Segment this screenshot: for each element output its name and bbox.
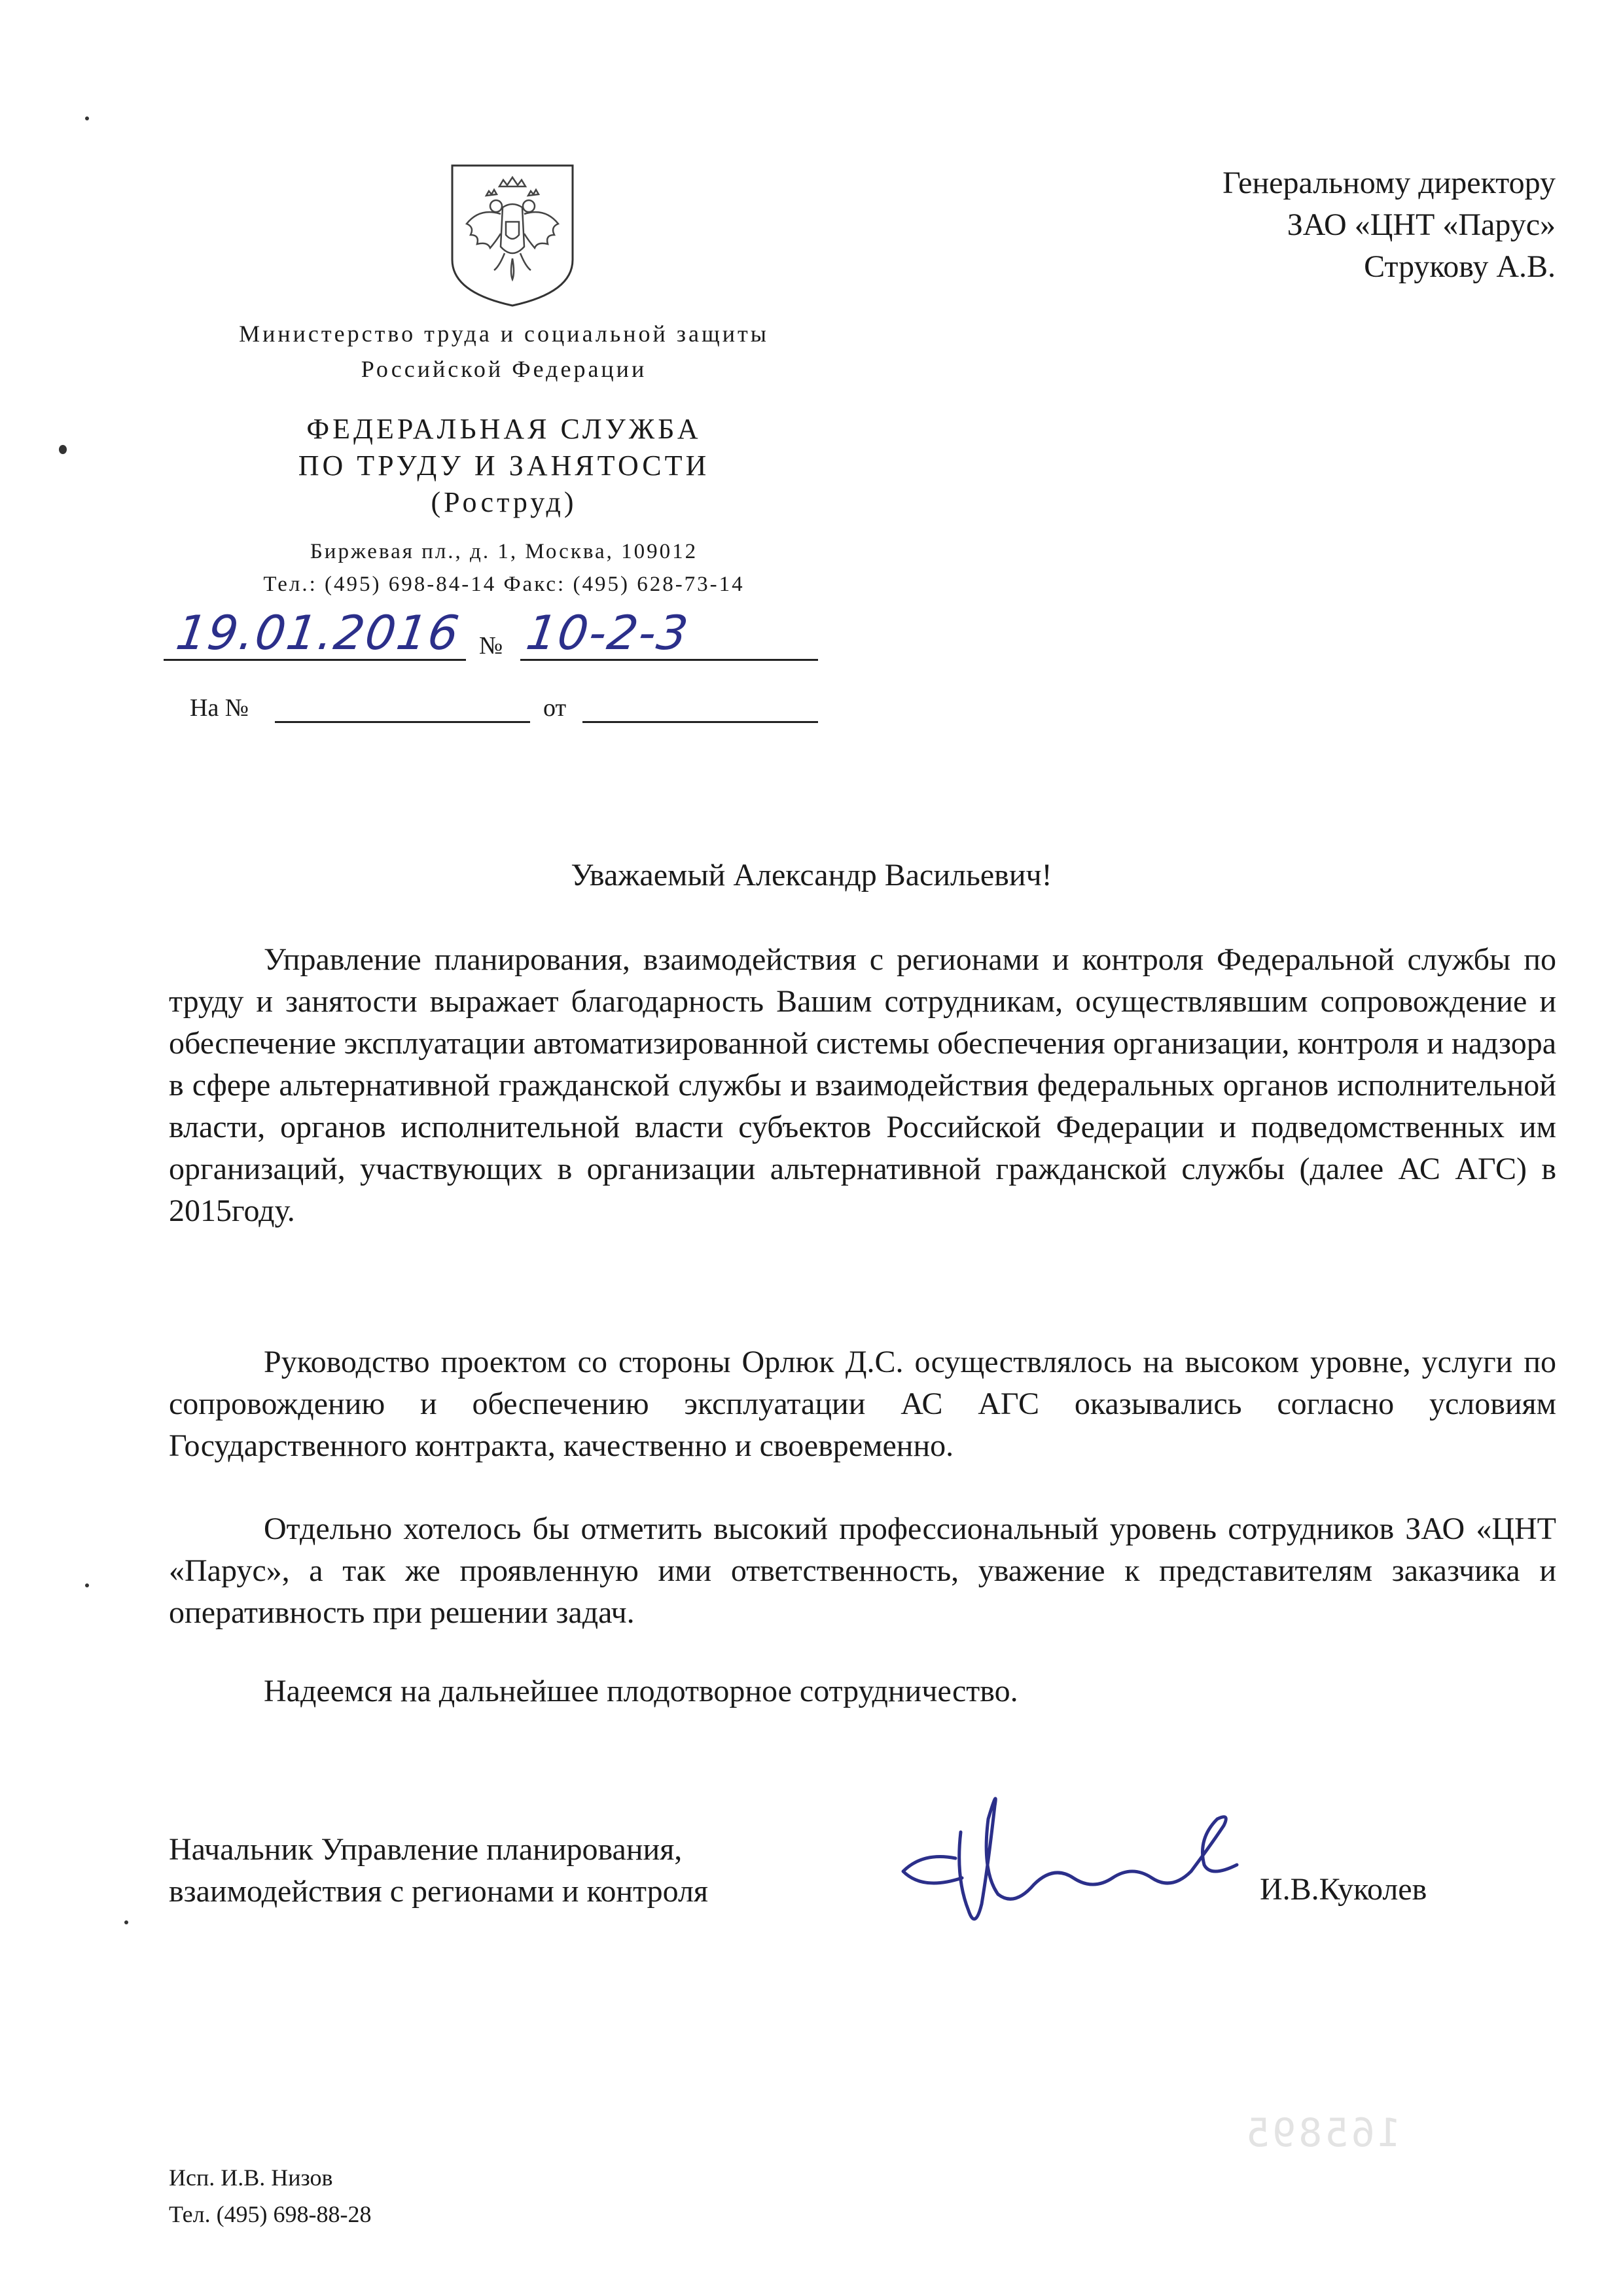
reference-number-label: На № xyxy=(190,694,249,722)
registration-date: 19.01.2016 xyxy=(173,605,464,660)
paragraph-3: Отдельно хотелось бы отметить высокий профессиональный уровень сотрудников ЗАО «ЦНТ «Парус», а так же проявленную ими ответственность, уважение к представителям заказчика и оперативность при решении задач. xyxy=(169,1511,1556,1630)
address-line: Биржевая пл., д. 1, Москва, 109012 xyxy=(310,540,698,563)
service-line-2: ПО ТРУДУ И ЗАНЯТОСТИ xyxy=(298,450,710,482)
ministry-name xyxy=(183,316,825,387)
addressee-company: ЗАО «ЦНТ «Парус» xyxy=(1287,207,1556,242)
reference-row xyxy=(190,694,818,733)
reference-number-line xyxy=(275,721,530,723)
scan-speck xyxy=(85,116,89,120)
handwritten-signature xyxy=(883,1780,1289,1950)
paragraph-2: Руководство проектом со стороны Орлюк Д.С. осуществлялось на высоком уровне, услуги по сопровождению и обеспечению эксплуатации АС АГС оказывались согласно условиям Государственного контракта, качественно и своевременно. xyxy=(169,1345,1556,1463)
number-underline xyxy=(520,659,818,661)
registration-number: 10-2-3 xyxy=(523,605,693,660)
signatory-title-line-2: взаимодействия с регионами и контроля xyxy=(169,1874,708,1909)
coat-of-arms-icon xyxy=(447,162,578,309)
scan-speck xyxy=(85,1583,89,1587)
signatory-title xyxy=(169,1829,889,1913)
addressee-name: Струкову А.В. xyxy=(1364,249,1556,284)
executor-footer xyxy=(169,2159,372,2233)
executor-name: Исп. И.В. Низов xyxy=(169,2164,333,2191)
service-line-3: (Роструд) xyxy=(431,486,577,518)
service-name xyxy=(183,411,825,521)
registration-row xyxy=(164,605,818,664)
ministry-line-2: Российской Федерации xyxy=(361,356,647,382)
date-underline xyxy=(164,659,466,661)
paragraph-4: Надеемся на дальнейшее плодотворное сотрудничество. xyxy=(264,1674,1018,1708)
reference-from-label: от xyxy=(543,694,567,722)
executor-phone: Тел. (495) 698-88-28 xyxy=(169,2201,372,2227)
scan-speck xyxy=(59,445,67,454)
signatory-title-line-1: Начальник Управление планирования, xyxy=(169,1832,683,1867)
scan-speck xyxy=(124,1920,128,1924)
service-line-1: ФЕДЕРАЛЬНАЯ СЛУЖБА xyxy=(306,413,702,445)
number-label: № xyxy=(479,632,503,660)
ministry-line-1: Министерство труда и социальной защиты xyxy=(239,321,769,347)
addressee-block xyxy=(967,162,1556,288)
reference-date-line xyxy=(582,721,818,723)
paragraph-1: Управление планирования, взаимодействия с регионами и контроля Федеральной службы по труду и занятости выражает благодарность Вашим сотрудникам, осуществлявшим сопровождение и обеспечение эксплуатации автоматизированной системы обеспечения организации, контроля и надзора в сфере альтернативной гражданской службы и взаимодействия федеральных органов исполнительной власти, органов исполнительной власти субъектов Российской Федерации и подведомственных им организаций, участвующих в организации альтернативной гражданской службы (далее АС АГС) в 2015году. xyxy=(169,942,1556,1228)
phones-line: Тел.: (495) 698-84-14 Факс: (495) 628-73-14 xyxy=(263,573,745,596)
contact-block xyxy=(183,535,825,601)
registration-stamp-number: 165895 xyxy=(1243,2110,1401,2156)
signatory-name: И.В.Куколев xyxy=(1260,1872,1427,1907)
addressee-position: Генеральному директору xyxy=(1222,166,1556,200)
salutation: Уважаемый Александр Васильевич! xyxy=(571,858,1052,892)
